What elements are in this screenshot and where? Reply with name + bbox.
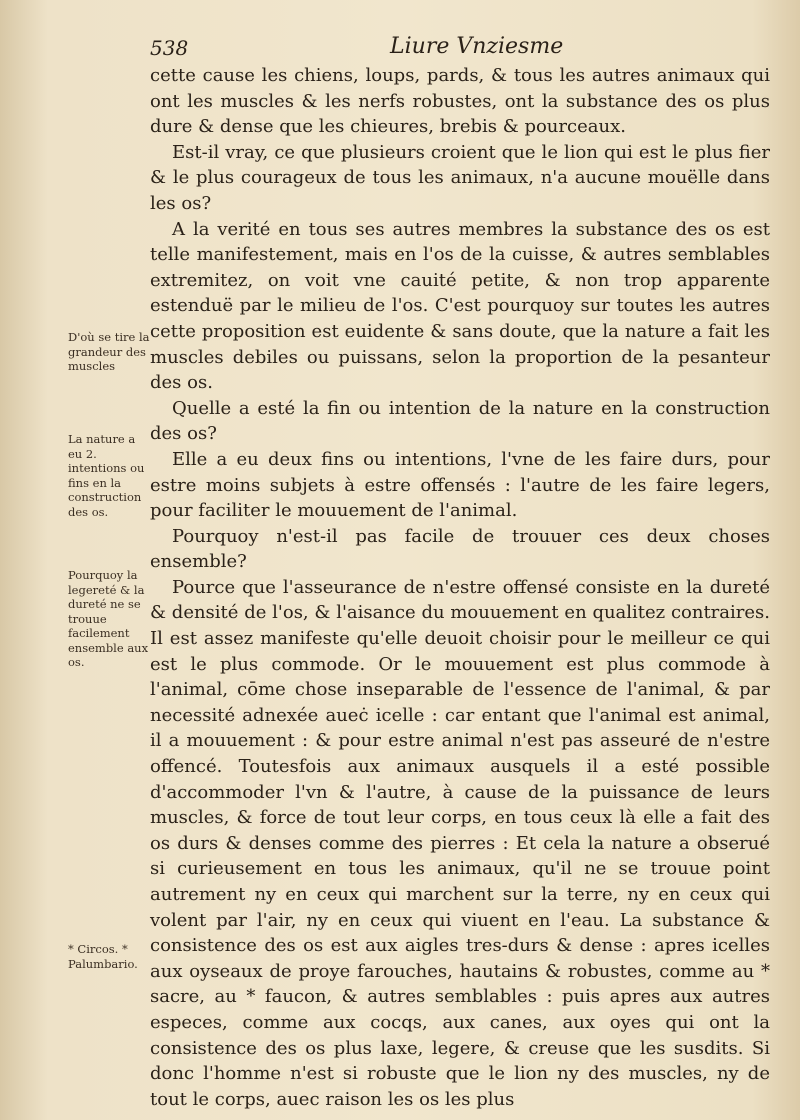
paragraph-6: Pourquoy n'est-il pas facile de trouuer ces deux choses ensemble? — [150, 525, 770, 573]
page-header — [150, 30, 770, 66]
margin-note-muscles: D'où se tire la grandeur des muscles — [68, 330, 150, 373]
paragraph-5: Elle a eu deux fins ou intentions, l'vne de les faire durs, pour estre moins subjets à estre offensés : l'autre de les faire legers, pour faciliter le mouuement de l'animal. — [150, 448, 770, 522]
paragraph-4: Quelle a esté la fin ou intention de la nature en la construction des os? — [150, 397, 770, 445]
page-body — [150, 63, 770, 1112]
paragraph-2: Est-il vray, ce que plusieurs croient que le lion qui est le plus fier & le plus courageux de tous les animaux, n'a aucune mouëlle dans les os? — [150, 141, 770, 214]
margin-note-intentions: La nature a eu 2. intentions ou fins en la construction des os. — [68, 432, 145, 519]
running-title: Liure Vnziesme — [390, 34, 564, 59]
page-number: 538 — [150, 36, 189, 60]
paragraph-3: A la verité en tous ses autres membres la substance des os est telle manifestement, mais en l'os de la cuisse, & autres semblables extremitez, on voit vne cauité petite, & non trop apparente estenduë par le milieu de l'os. C'est pourquoy sur toutes les autres cette proposition est euidente & sans doute, que la nature a fait les muscles debiles ou puissans, selon la proportion de la pesanteur des os. — [150, 218, 770, 394]
margin-note-legerete: Pourquoy la legereté & la dureté ne se trouue facilement ensemble aux os. — [68, 568, 149, 669]
margin-note-birds: * Circos. * Palumbario. — [68, 942, 138, 971]
paragraph-1: cette cause les chiens, loups, pards, & tous les autres animaux qui ont les muscles & les nerfs robustes, ont la substance des os plus dure & dense que les chieures, brebis & pourceaux. — [150, 65, 770, 138]
paragraph-7: Pource que l'asseurance de n'estre offensé consiste en la dureté & densité de l'os, & l'aisance du mouuement en qualitez contraires. Il est assez manifeste qu'elle deuoit choisir pour le meilleur ce qui est le plus commode. Or le mouuement est plus commode à l'animal, cōme chose inseparable de l'essence de l'animal, & par necessité adnexée aueċ icelle : car entant que l'animal est animal, il a mouuement : & pour estre animal n'est pas asseuré de n'estre offencé. Toutesfois aux animaux ausquels il a esté possible d'accommoder l'vn & l'autre, à cause de la puissance de leurs muscles, & force de tout leur corps, en tous ceux là elle a fait des os durs & denses comme des pierres : Et cela la nature a obserué si curieusement en tous les animaux, qu'il ne se trouue point autrement ny en ceux qui marchent sur la terre, ny en ceux qui volent par l'air, ny en ceux qui viuent en l'eau. La substance & consistence des os est aux aigles tres-durs & dense : apres icelles aux oyseaux de proye farouches, hautains & robustes, comme au * sacre, au * faucon, & autres semblables : puis apres aux autres especes, comme aux cocqs, aux canes, aux oyes qui ont la consistence des os plus laxe, legere, & creuse que les susdits. Si donc l'homme n'est si robuste que le lion ny des muscles, ny de tout le corps, auec raison les os les plus — [150, 576, 770, 1110]
